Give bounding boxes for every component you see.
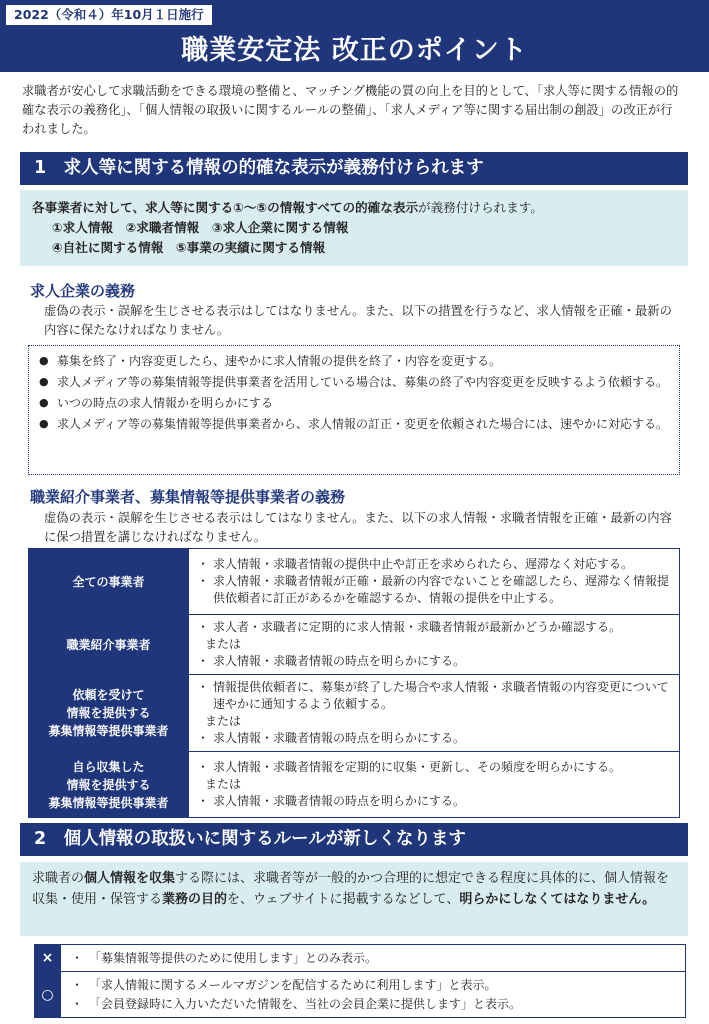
table-cell <box>189 752 680 818</box>
header-banner <box>0 0 709 72</box>
table-cell <box>61 945 686 972</box>
section1-lead-bold: 各事業者に対して、求人等に関する①～⑤の情報すべての的確な表示 <box>32 200 419 215</box>
row-header-line: 募集情報等提供事業者 <box>48 724 169 738</box>
section2-text: 求職者の <box>32 871 85 886</box>
company-duty-heading: 求人企業の義務 <box>30 282 136 300</box>
table-bullet: ・ 情報提供依頼者に、募集が終了した場合や求人情報・求職者情報の内容変更について速やかに通知するよう依頼する。 <box>197 679 671 713</box>
table-or: または <box>205 637 242 651</box>
duty-table <box>28 548 680 818</box>
table-bullet: ・ 求人者・求職者に定期的に求人情報・求職者情報が最新かどうか確認する。 <box>197 619 671 636</box>
section1-lead <box>32 198 676 218</box>
table-row <box>35 972 686 1018</box>
row-header-line: 依頼を受けて <box>72 688 145 702</box>
section1-title: 1 求人等に関する情報の的確な表示が義務付けられます <box>20 152 688 185</box>
section2-text: する際には、求職者等が一般的かつ合理的に想定できる程度に具体的に、個人情報を収集・使用・保管する <box>32 871 670 907</box>
table-cell <box>189 675 680 752</box>
section1-lead-rest: が義務付けられます。 <box>418 200 543 215</box>
table-bullet: ・ 求人情報・求職者情報の時点を明らかにする。 <box>197 730 671 747</box>
page-title: 職業安定法 改正のポイント <box>181 35 528 66</box>
company-duty-list <box>28 345 680 475</box>
table-or: または <box>205 777 242 791</box>
intro-text: 求職者が安心して求職活動をできる環境の整備と、マッチング機能の質の向上を目的として、「求人等に関する情報の的確な表示の義務化」、「個人情報の取扱いに関するルールの整備」、「求人メディア等に関する届出制の創設」の改正が行われました。 <box>22 84 679 136</box>
row-header-line: 募集情報等提供事業者 <box>48 795 169 810</box>
section2-title: 2 個人情報の取扱いに関するルールが新しくなります <box>20 823 688 856</box>
table-row <box>29 675 680 752</box>
table-or: または <box>205 714 242 728</box>
table-cell <box>189 549 680 615</box>
list-item: ● 求人メディア等の募集情報等提供事業者から、求人情報の訂正・変更を依頼された場合には、速やかに対応する。 <box>39 415 669 433</box>
effective-date-tag: 2022（令和４）年10月１日施行 <box>6 5 212 25</box>
good-example-text: ・ 「会員登録時に入力いただいた情報を、当社の会員企業に提供します」と表示。 <box>71 995 675 1014</box>
table-bullet: ・ 求人情報・求職者情報を定期的に収集・更新し、その頻度を明らかにする。 <box>197 759 671 776</box>
row-header-requested-provider <box>29 675 189 752</box>
row-header-all-businesses: 全ての事業者 <box>29 549 189 615</box>
row-header-line: 自ら収集した <box>72 759 145 774</box>
list-item: ● 募集を終了・内容変更したら、速やかに求人情報の提供を終了・内容を変更する。 <box>39 352 669 370</box>
row-header-line: 情報を提供する <box>66 706 151 720</box>
list-item: ● 求人メディア等の募集情報等提供事業者を活用している場合は、募集の終了や内容変更を反映するよう依頼する。 <box>39 373 669 391</box>
section1-items-line1: ①求人情報 ②求職者情報 ③求人企業に関する情報 <box>52 220 349 235</box>
section2-emphasis: 明らかにしなくてはなりません。 <box>459 892 656 907</box>
good-example-mark: ○ <box>35 972 61 1018</box>
table-bullet: ・ 求人情報・求職者情報の時点を明らかにする。 <box>197 793 671 810</box>
section1-items-line2: ④自社に関する情報 ⑤事業の実績に関する情報 <box>52 240 326 255</box>
good-example-text: ・ 「求人情報に関するメールマガジンを配信するために利用します」と表示。 <box>71 976 675 995</box>
row-header-self-collecting-provider <box>29 752 189 818</box>
row-header-line: 情報を提供する <box>66 777 151 792</box>
table-row <box>29 549 680 615</box>
table-bullet: ・ 求人情報・求職者情報の時点を明らかにする。 <box>197 653 671 670</box>
table-bullet: ・ 求人情報・求職者情報の提供中止や訂正を求められたら、遅滞なく対応する。 <box>197 556 671 573</box>
section2-text: を、ウェブサイトに掲載するなどして、 <box>227 892 460 907</box>
agency-duty-text: 虚偽の表示・誤解を生じさせる表示はしてはなりません。また、以下の求人情報・求職者情報を正確・最新の内容に保つ措置を講じなければなりません。 <box>44 511 672 544</box>
table-row <box>35 945 686 972</box>
bad-example-mark: × <box>35 945 61 972</box>
table-cell <box>61 972 686 1018</box>
bad-example-text: ・ 「募集情報等提供のために使用します」とのみ表示。 <box>71 949 675 968</box>
row-header-placement-agency: 職業紹介事業者 <box>29 615 189 675</box>
table-row <box>29 752 680 818</box>
section2-emphasis: 業務の目的 <box>162 892 228 907</box>
section2-summary-box <box>20 862 688 936</box>
section1-summary-box <box>20 190 688 266</box>
agency-duty-heading: 職業紹介事業者、募集情報等提供事業者の義務 <box>30 488 346 506</box>
company-duty-text: 虚偽の表示・誤解を生じさせる表示はしてはなりません。また、以下の措置を行うなど、求人情報を正確・最新の内容に保たなければなりません。 <box>44 304 672 337</box>
section2-emphasis: 個人情報を収集 <box>84 871 176 886</box>
table-bullet: ・ 求人情報・求職者情報が正確・最新の内容でないことを確認したら、遅滞なく情報提供依頼者に訂正があるかを確認するか、情報の提供を中止する。 <box>197 573 671 607</box>
table-row <box>29 615 680 675</box>
example-table <box>34 944 686 1018</box>
list-item: ● いつの時点の求人情報かを明らかにする <box>39 394 669 412</box>
table-cell <box>189 615 680 675</box>
